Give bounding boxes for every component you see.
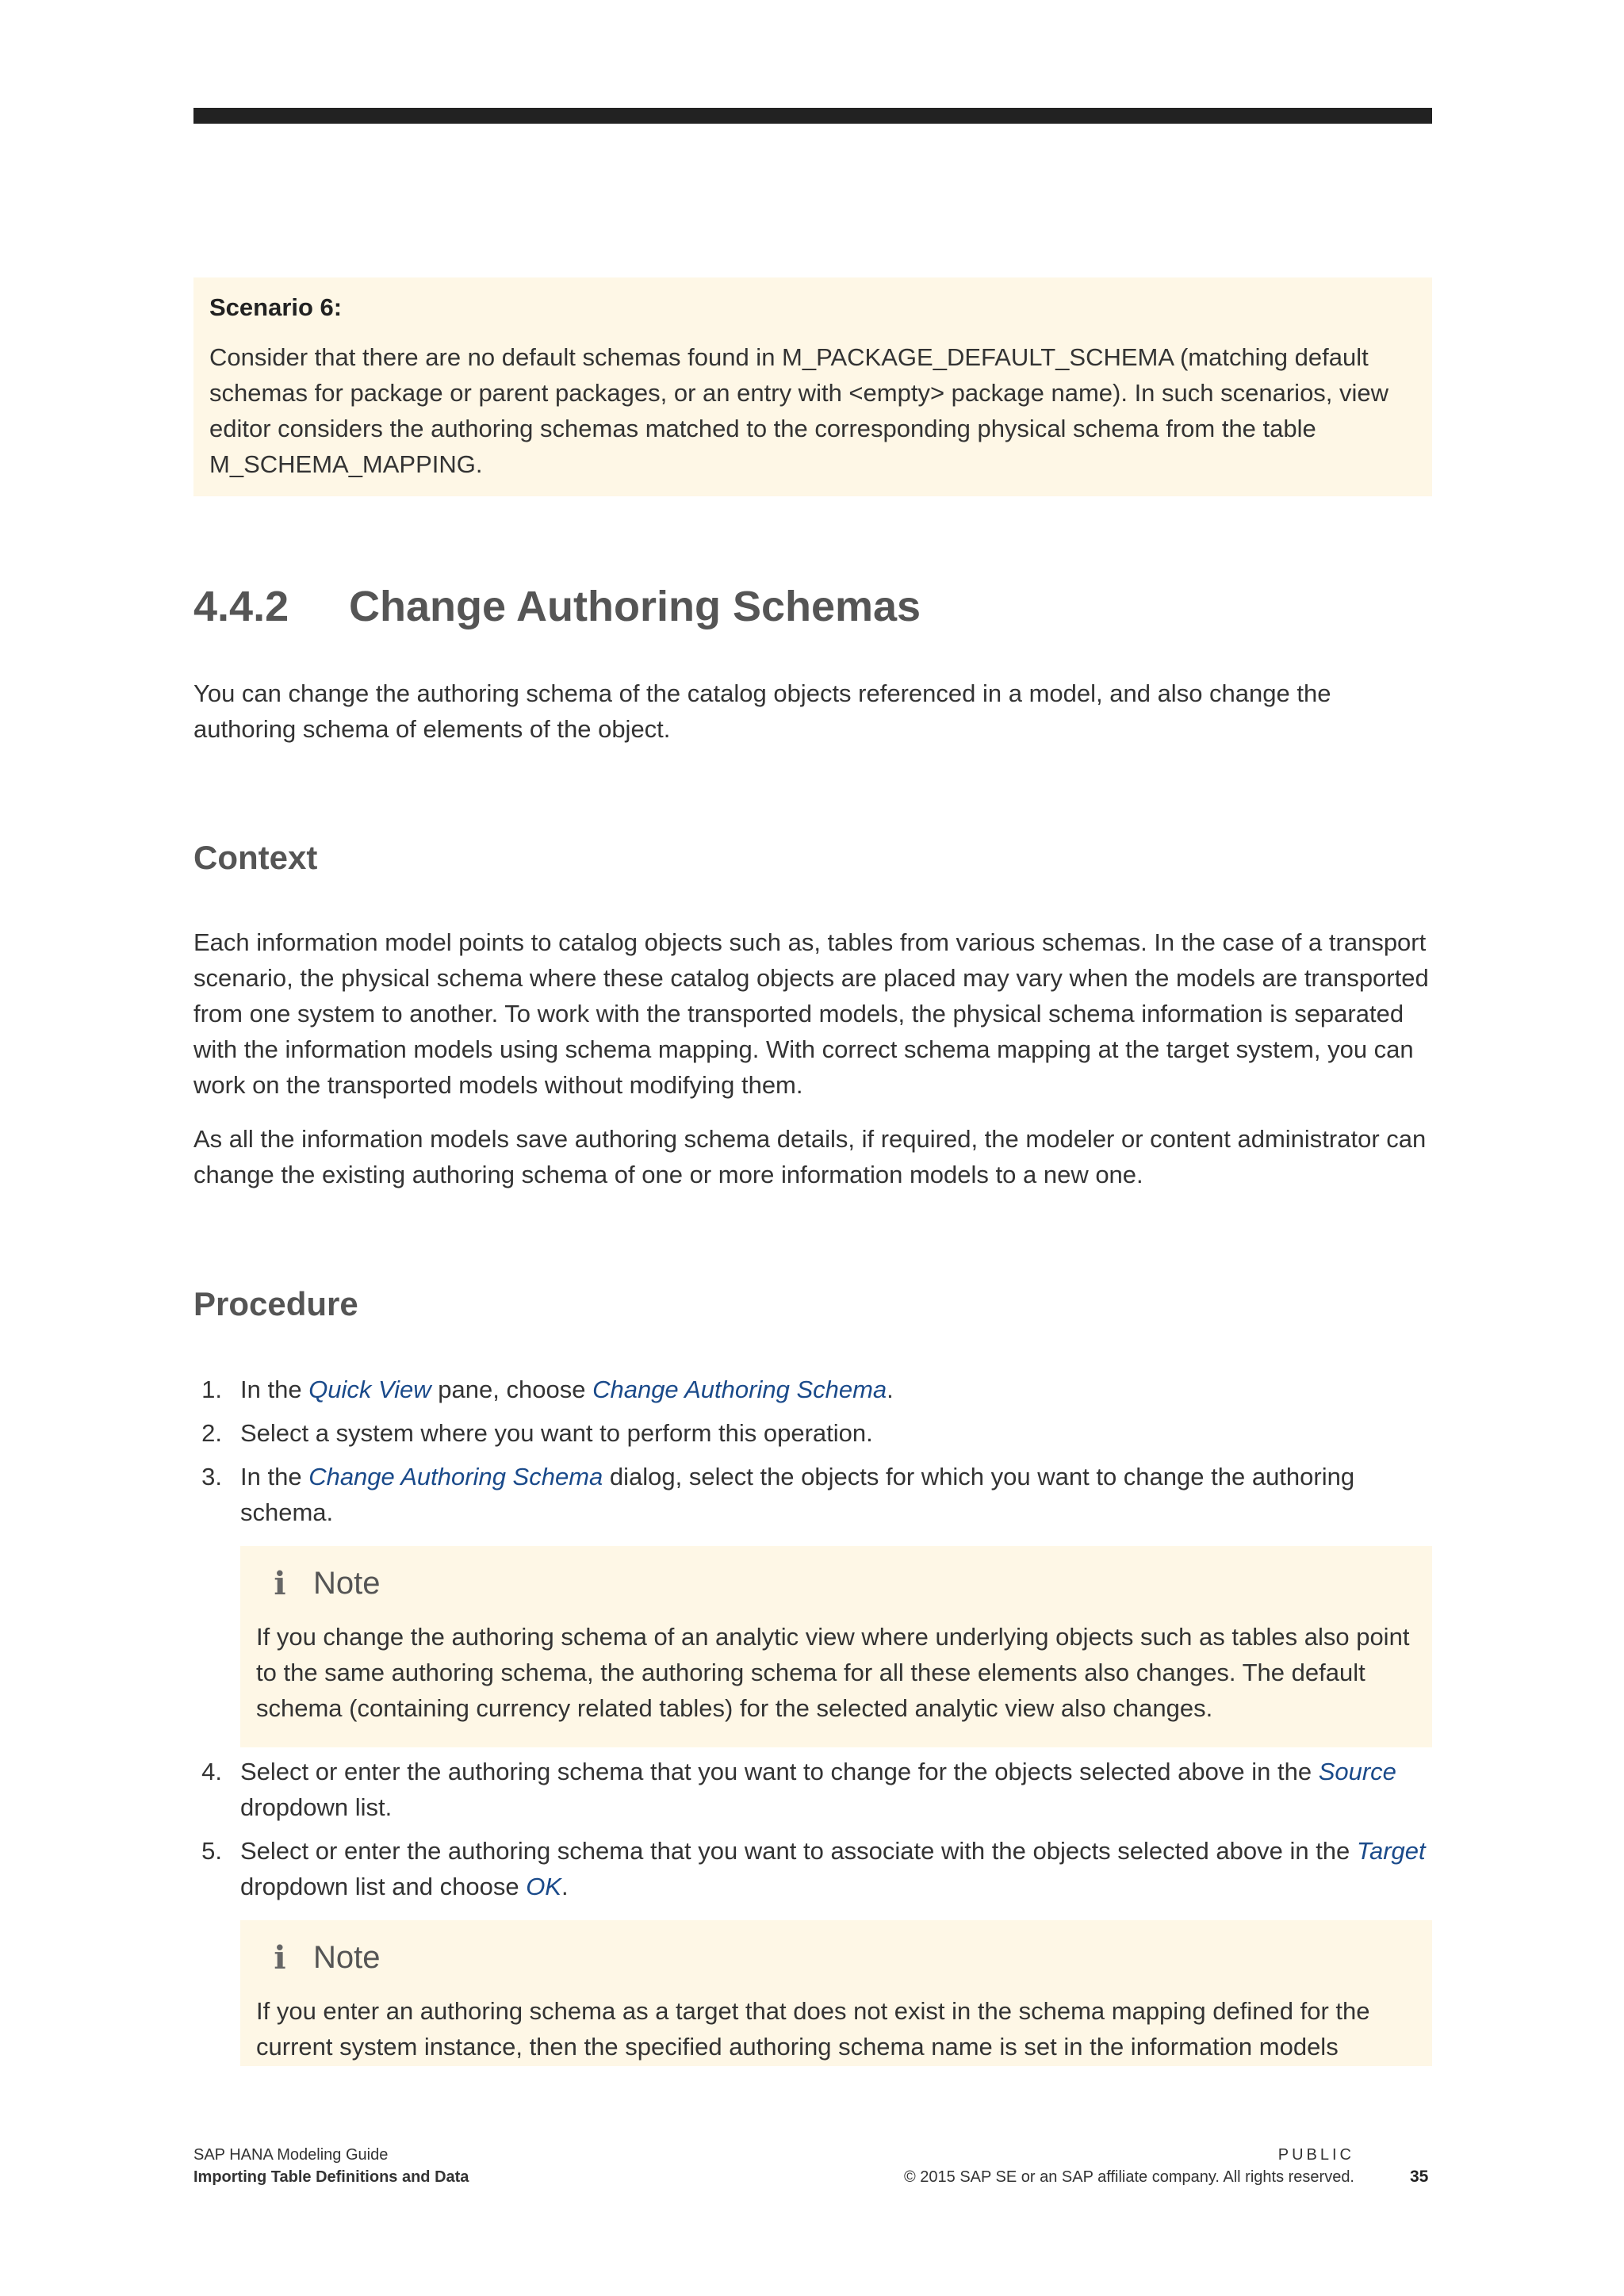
procedure-step: [193, 1754, 1432, 1825]
step-text-part: In the: [240, 1463, 309, 1490]
ui-term-ok: OK: [526, 1873, 561, 1900]
ui-term-source: Source: [1318, 1758, 1396, 1785]
context-paragraph-1: Each information model points to catalog objects such as, tables from various schemas. In the case of a transport scenario, the physical schema where these catalog objects are placed may vary when the models are transported from one system to another. To work with the transported models, the physical schema information is separated with the information models using schema mapping. With correct schema mapping at the target system, you can work on the transported models without modifying them.: [193, 928, 1429, 1099]
footer-right: [904, 2144, 1354, 2188]
step-number: 4.: [201, 1758, 222, 1785]
context-paragraph-2: As all the information models save authoring schema details, if required, the modeler or content administrator can change the existing authoring schema of one or more information models to a new one.: [193, 1125, 1427, 1188]
section-heading: [193, 579, 921, 634]
step-text: [240, 1459, 1432, 1530]
note-box: [240, 1546, 1432, 1747]
footer-left: [193, 2144, 469, 2188]
scenario-body: Consider that there are no default schemas found in M_PACKAGE_DEFAULT_SCHEMA (matching default schemas for package or parent packages, or an entry with <empty> package name). In such scenarios, view editor considers the authoring schemas matched to the corresponding physical schema from the table M_SCHEMA_MAPPING.: [209, 343, 1389, 478]
step-text-part: In the: [240, 1376, 309, 1403]
note-title: Note: [313, 1940, 381, 1975]
footer-classification: PUBLIC: [1277, 2146, 1354, 2164]
step-text: [240, 1833, 1432, 1904]
footer-chapter-title: Importing Table Definitions and Data: [193, 2168, 469, 2186]
section-intro: You can change the authoring schema of the catalog objects referenced in a model, and also change the authoring schema of elements of the object.: [193, 679, 1331, 743]
ui-term-quick-view: Quick View: [308, 1376, 431, 1403]
info-icon: i: [274, 1564, 286, 1602]
note-header: [256, 1939, 1416, 1976]
note-body: If you enter an authoring schema as a target that does not exist in the schema mapping defined for the current system instance, then the specified authoring schema name is set in the information models: [256, 1997, 1370, 2061]
step-number: 5.: [201, 1837, 222, 1865]
step-text-part: .: [887, 1376, 894, 1403]
step-text-part: .: [561, 1873, 569, 1900]
procedure-step: [193, 1372, 1432, 1407]
ui-term-target: Target: [1356, 1837, 1426, 1865]
page-number: 35: [1410, 2168, 1429, 2186]
ui-term-change-authoring-schema: Change Authoring Schema: [308, 1463, 603, 1490]
procedure-heading: Procedure: [193, 1285, 358, 1322]
procedure-step: [193, 1415, 1432, 1451]
scenario-box: [193, 277, 1432, 496]
context-heading: Context: [193, 839, 318, 876]
procedure-step: [193, 1459, 1432, 1530]
footer-guide-title: SAP HANA Modeling Guide: [193, 2146, 389, 2164]
footer-copyright: © 2015 SAP SE or an SAP affiliate company. All rights reserved.: [903, 2168, 1354, 2186]
step-number: 1.: [201, 1376, 222, 1403]
step-text-part: dialog, select the objects for which you want to change the authoring schema.: [240, 1463, 1355, 1526]
procedure-step: [193, 1833, 1432, 1904]
step-text-part: pane, choose: [431, 1376, 593, 1403]
header-rule: [193, 108, 1432, 124]
step-text-part: dropdown list.: [240, 1793, 393, 1821]
section-title: Change Authoring Schemas: [349, 583, 921, 630]
note-header: [256, 1565, 1416, 1601]
section-number: 4.4.2: [193, 583, 289, 630]
step-text-part: dropdown list and choose: [240, 1873, 527, 1900]
step-text-part: Select or enter the authoring schema that you want to associate with the objects selected above in the: [240, 1837, 1357, 1865]
scenario-title: Scenario 6:: [209, 293, 343, 321]
note-box: [240, 1920, 1432, 2066]
note-body: If you change the authoring schema of an analytic view where underlying objects such as tables also point to the same authoring schema, the authoring schema for all these elements also changes. The default schema (containing currency related tables) for the selected analytic view also changes.: [256, 1623, 1410, 1722]
step-text-part: Select or enter the authoring schema that you want to change for the objects selected above in the: [240, 1758, 1319, 1785]
step-text: Select a system where you want to perform this operation.: [240, 1419, 873, 1447]
step-text: [240, 1372, 1432, 1407]
step-number: 2.: [201, 1419, 222, 1447]
step-number: 3.: [201, 1463, 222, 1490]
info-icon: i: [274, 1938, 286, 1976]
ui-term-change-authoring-schema: Change Authoring Schema: [592, 1376, 887, 1403]
step-text: [240, 1754, 1432, 1825]
note-title: Note: [313, 1566, 381, 1601]
